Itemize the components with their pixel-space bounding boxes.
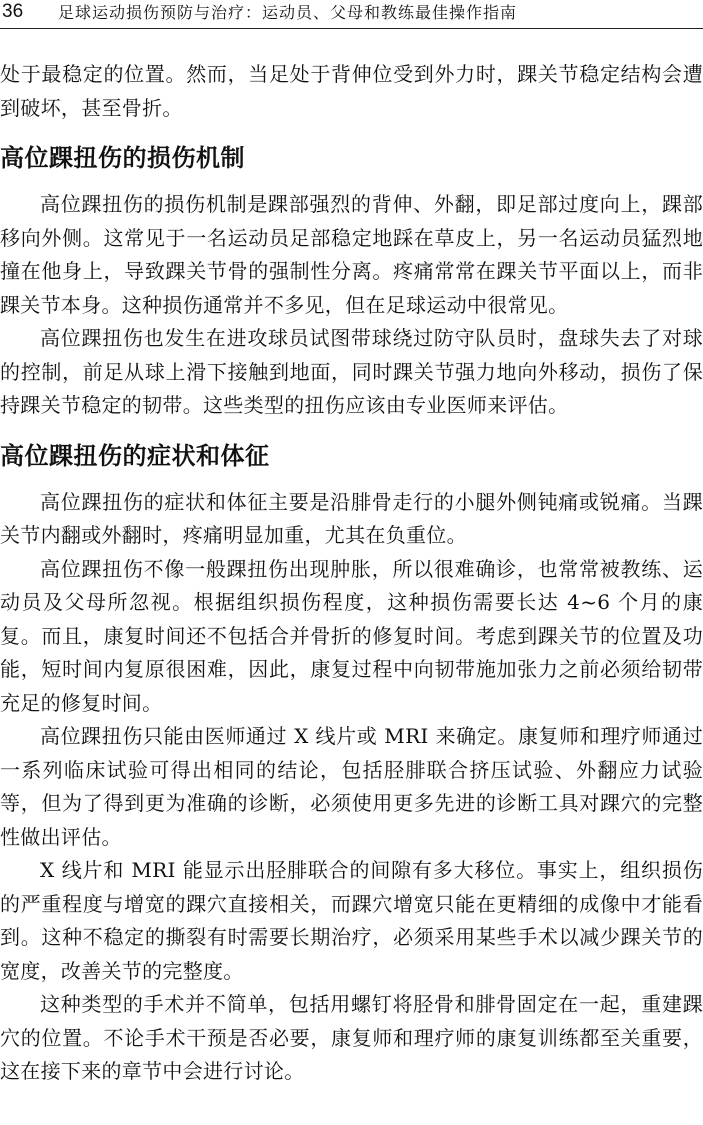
page-number: 36 — [2, 1, 24, 22]
section-heading-symptoms: 高位踝扭伤的症状和体征 — [0, 441, 270, 470]
page-body — [0, 58, 703, 1089]
section-heading-mechanism: 高位踝扭伤的损伤机制 — [0, 144, 245, 172]
intro-paragraph: 处于最稳定的位置。然而，当足处于背伸位受到外力时，踝关节稳定结构会遭到破坏，甚至骨折。 — [0, 62, 703, 120]
mechanism-paragraph-1: 高位踝扭伤的损伤机制是踝部强烈的背伸、外翻，即足部过度向上，踝部移向外侧。这常见于一名运动员足部稳定地踩在草皮上，另一名运动员猛烈地撞在他身上，导致踝关节骨的强制性分离。疼痛常常在踝关节平面以上，而非踝关节本身。这种损伤通常并不多见，但在足球运动中很常见。 — [0, 192, 703, 317]
symptoms-paragraph-3: 高位踝扭伤只能由医师通过 X 线片或 MRI 来确定。康复师和理疗师通过一系列临床试验可得出相同的结论，包括胫腓联合挤压试验、外翻应力试验等，但为了得到更为准确的诊断，必须使用更多先进的诊断工具对踝穴的完整性做出评估。 — [0, 724, 703, 849]
symptoms-paragraph-2: 高位踝扭伤不像一般踝扭伤出现肿胀，所以很难确诊，也常常被教练、运动员及父母所忽视。根据组织损伤程度，这种损伤需要长达 4~6 个月的康复。而且，康复时间还不包括合并骨折的修复时间。考虑到踝关节的位置及功能，短时间内复原很困难，因此，康复过程中向韧带施加张力之前必须给韧带充足的修复时间。 — [0, 556, 703, 715]
symptoms-paragraph-5: 这种类型的手术并不简单，包括用螺钉将胫骨和腓骨固定在一起，重建踝穴的位置。不论手术干预是否必要，康复师和理疗师的康复训练都至关重要，这在接下来的章节中会进行讨论。 — [0, 992, 703, 1083]
symptoms-paragraph-4: X 线片和 MRI 能显示出胫腓联合的间隙有多大移位。事实上，组织损伤的严重程度与增宽的踝穴直接相关，而踝穴增宽只能在更精细的成像中才能看到。这种不稳定的撕裂有时需要长期治疗，必须采用某些手术以减少踝关节的宽度，改善关节的完整度。 — [0, 858, 703, 983]
running-title: 足球运动损伤预防与治疗：运动员、父母和教练最佳操作指南 — [58, 3, 518, 22]
symptoms-paragraph-1: 高位踝扭伤的症状和体征主要是沿腓骨走行的小腿外侧钝痛或锐痛。当踝关节内翻或外翻时，疼痛明显加重，尤其在负重位。 — [0, 489, 703, 547]
page-header — [0, 0, 703, 29]
mechanism-paragraph-2: 高位踝扭伤也发生在进攻球员试图带球绕过防守队员时，盘球失去了对球的控制，前足从球上滑下接触到地面，同时踝关节强力地向外移动，损伤了保持踝关节稳定的韧带。这些类型的扭伤应该由专业医师来评估。 — [0, 326, 703, 417]
